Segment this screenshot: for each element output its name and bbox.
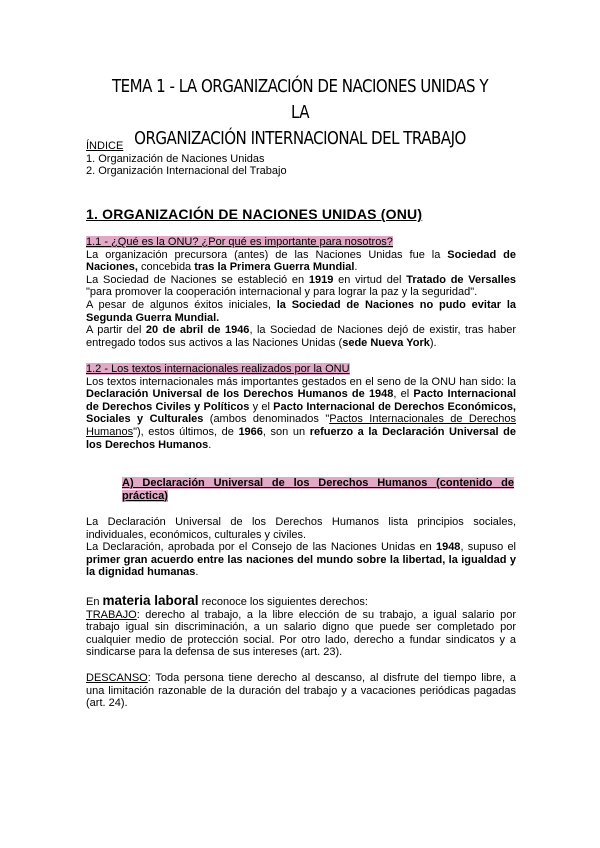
- subsection-1-1-heading: 1.1 - ¿Qué es la ONU? ¿Por qué es importante para nosotros?: [86, 236, 393, 248]
- index-heading: ÍNDICE: [86, 140, 124, 152]
- paragraph: La Declaración Universal de los Derechos Humanos lista principios sociales, individuales, económicos, culturales y civiles.: [86, 516, 516, 541]
- section-1-heading: 1. ORGANIZACIÓN DE NACIONES UNIDAS (ONU): [86, 206, 423, 222]
- paragraph: La Declaración, aprobada por el Consejo de las Naciones Unidas en 1948, supuso el primer gran acuerdo entre las naciones del mundo sobre la libertad, la igualdad y la dignidad humanas.: [86, 541, 517, 579]
- paragraph: A pesar de algunos éxitos iniciales, la Sociedad de Naciones no pudo evitar la Segunda Guerra Mundial.: [86, 298, 516, 324]
- paragraph: En materia laboral reconoce los siguientes derechos:: [86, 593, 368, 608]
- paragraph: La Sociedad de Naciones se estableció en 1919 en virtud del Tratado de Versalles "para promover la cooperación internacional y para lograr la paz y la seguridad".: [86, 273, 516, 299]
- paragraph: TRABAJO: derecho al trabajo, a la libre elección de su trabajo, a igual salario por trabajo igual sin discriminación, a un salario digno que puede ser completado por cualquier medio de protección social. Por otro lado, derecho a fundar sindicatos y a sindicarse para la defensa de sus intereses (art. 23).: [86, 608, 516, 659]
- subsection-1-1: [86, 236, 516, 349]
- subsection-1-2-heading: 1.2 - Los textos internacionales realizados por la ONU: [86, 363, 350, 375]
- title-line-2: ORGANIZACIÓN INTERNACIONAL DEL TRABAJO: [134, 129, 466, 149]
- subsection-a-body: [86, 516, 516, 579]
- paragraph: Los textos internacionales más importantes gestados en el seno de la ONU han sido: la Declaración Universal de los Derechos Humanos de 1948, el Pacto Internacional de Derechos Civiles y Políticos y el Pacto Internacional de Derechos Económicos, Sociales y Culturales (ambos denominados "Pactos Internacionales de Derechos Humanos"), estos últimos, de 1966, son un refuerzo a la Declaración Universal de los Derechos Humanos.: [86, 375, 516, 451]
- index-section: [86, 140, 516, 178]
- index-item-2: 2. Organización Internacional del Trabajo: [86, 165, 287, 178]
- index-item-1: 1. Organización de Naciones Unidas: [86, 152, 265, 165]
- subsection-a-heading: A) Declaración Universal de los Derechos Humanos (contenido de práctica): [122, 477, 514, 502]
- labor-rights-section: [86, 595, 516, 710]
- paragraph: A partir del 20 de abril de 1946, la Sociedad de Naciones dejó de existir, tras haber entregado todos sus activos a las Naciones Unidas (sede Nueva York).: [86, 324, 516, 349]
- paragraph: La organización precursora (antes) de las Naciones Unidas fue la Sociedad de Naciones, concebida tras la Primera Guerra Mundial.: [86, 248, 516, 274]
- subsection-1-2: [86, 363, 516, 451]
- paragraph: DESCANSO: Toda persona tiene derecho al descanso, al disfrute del tiempo libre, a una limitación razonable de la duración del trabajo y a vacaciones periódicas pagadas (art. 24).: [86, 671, 516, 710]
- title-line-1: TEMA 1 - LA ORGANIZACIÓN DE NACIONES UNIDAS Y LA: [111, 77, 489, 123]
